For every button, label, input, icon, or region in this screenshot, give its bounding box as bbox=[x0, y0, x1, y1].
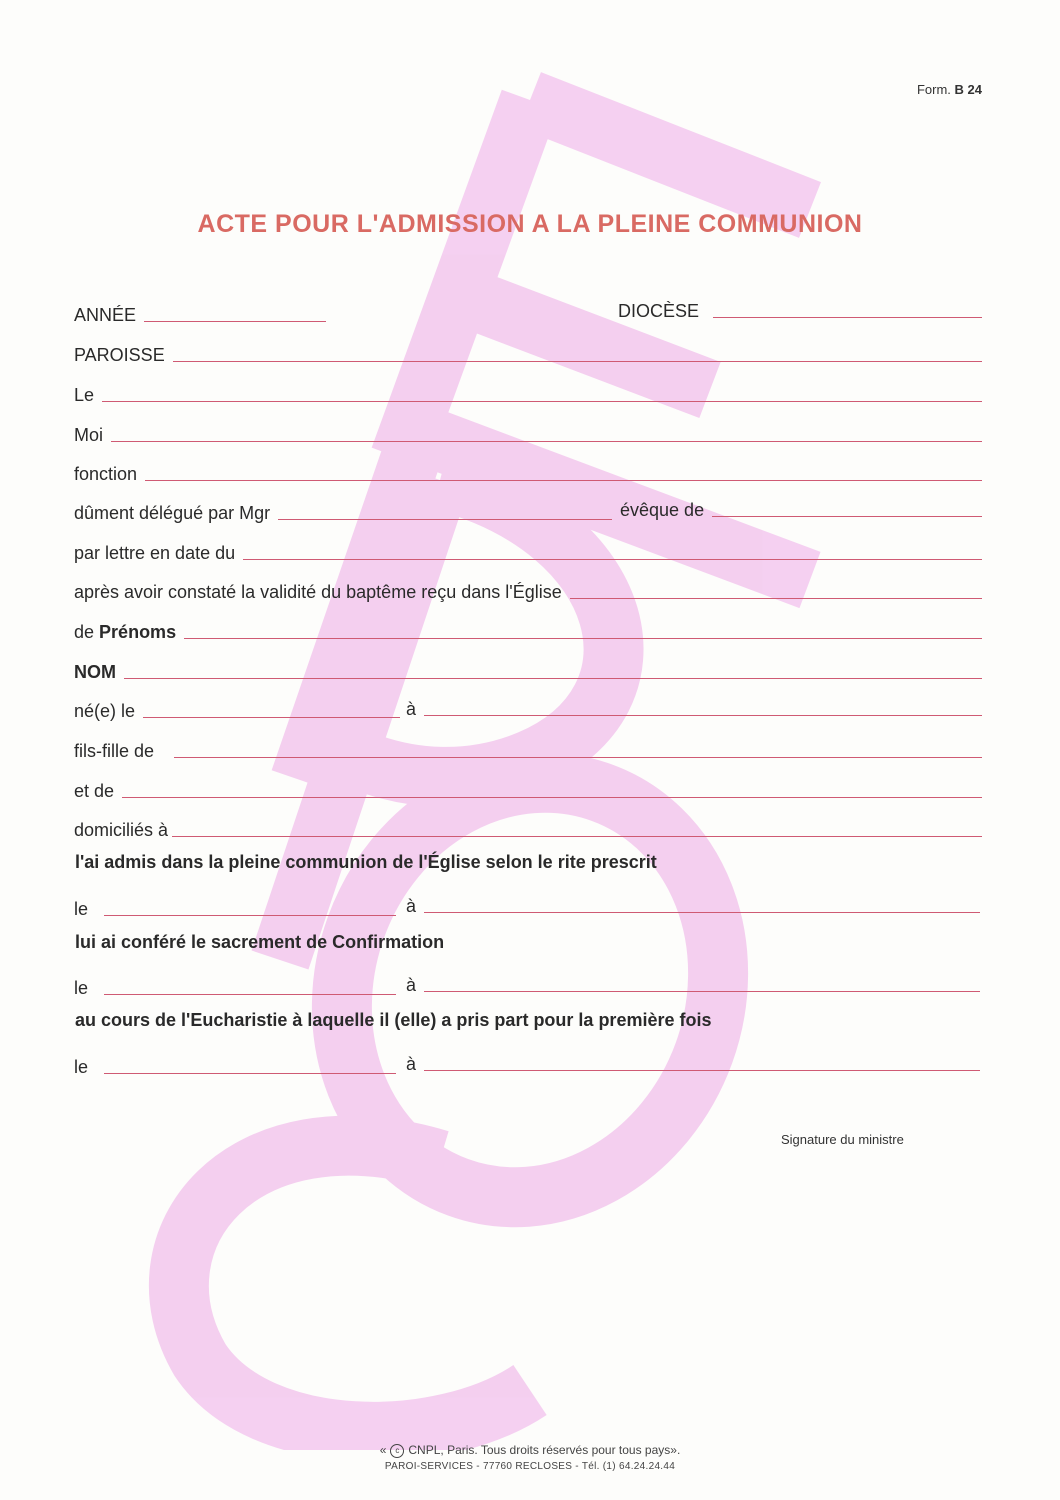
fonction-label: fonction bbox=[74, 464, 138, 484]
paroisse-line[interactable] bbox=[173, 361, 982, 362]
diocese-field[interactable] bbox=[618, 292, 982, 322]
le-line[interactable] bbox=[102, 401, 982, 402]
form-code bbox=[917, 82, 982, 97]
nom-field[interactable] bbox=[74, 653, 982, 683]
admission-a-line[interactable] bbox=[424, 912, 980, 913]
footer-copyright-text: CNPL, Paris. Tous droits réservés pour tous pays bbox=[408, 1443, 671, 1457]
confirmation-a-label: à bbox=[406, 975, 417, 995]
bapteme-field[interactable] bbox=[74, 573, 982, 603]
eucharistie-a-line[interactable] bbox=[424, 1070, 980, 1071]
footer-copyright bbox=[0, 1443, 1060, 1458]
ne-a-line[interactable] bbox=[424, 715, 982, 716]
admission-le-field[interactable] bbox=[74, 890, 396, 920]
bapteme-label: après avoir constaté la validité du baptême reçu dans l'Église bbox=[74, 582, 562, 602]
lettre-field[interactable] bbox=[74, 534, 982, 564]
document-title: ACTE POUR L'ADMISSION A LA PLEINE COMMUNION bbox=[197, 210, 863, 238]
moi-line[interactable] bbox=[111, 441, 982, 442]
prenoms-field[interactable] bbox=[74, 613, 982, 643]
footer bbox=[0, 1443, 1060, 1472]
confirmation-a-line[interactable] bbox=[424, 991, 980, 992]
ne-a-field[interactable] bbox=[406, 690, 982, 720]
form-code-prefix: Form. bbox=[916, 82, 951, 97]
eveque-label: évêque de bbox=[620, 500, 705, 520]
annee-label: ANNÉE bbox=[74, 305, 137, 325]
fils-fille-field[interactable] bbox=[74, 732, 982, 762]
diocese-line[interactable] bbox=[713, 317, 982, 318]
domicilies-field[interactable] bbox=[74, 811, 982, 841]
moi-label: Moi bbox=[74, 425, 104, 445]
et-de-field[interactable] bbox=[74, 772, 982, 802]
confirmation-statement: lui ai conféré le sacrement de Confirmation bbox=[75, 932, 445, 952]
footer-quote-close: ». bbox=[670, 1443, 681, 1457]
ne-le-field[interactable] bbox=[74, 692, 400, 722]
signature-label: Signature du ministre bbox=[781, 1132, 904, 1147]
eucharistie-a-field[interactable] bbox=[406, 1045, 980, 1075]
eucharistie-le-label: le bbox=[74, 1057, 89, 1077]
annee-line[interactable] bbox=[144, 321, 326, 322]
lettre-line[interactable] bbox=[243, 559, 982, 560]
eveque-field[interactable] bbox=[620, 491, 982, 521]
prenoms-label bbox=[74, 621, 184, 643]
form-code-number: B 24 bbox=[954, 82, 982, 97]
eucharistie-statement: au cours de l'Eucharistie à laquelle il (elle) a pris part pour la première fois bbox=[75, 1010, 712, 1030]
eucharistie-le-field[interactable] bbox=[74, 1048, 396, 1078]
moi-field[interactable] bbox=[74, 416, 982, 446]
domicilies-line[interactable] bbox=[172, 836, 982, 837]
diocese-label: DIOCÈSE bbox=[618, 301, 700, 321]
confirmation-le-field[interactable] bbox=[74, 969, 396, 999]
eucharistie-le-line[interactable] bbox=[104, 1073, 396, 1074]
le-label: Le bbox=[74, 385, 95, 405]
confirmation-le-label: le bbox=[74, 978, 89, 998]
eucharistie-a-label: à bbox=[406, 1054, 417, 1074]
paroisse-field[interactable] bbox=[74, 336, 982, 366]
fonction-field[interactable] bbox=[74, 455, 982, 485]
admission-statement: l'ai admis dans la pleine communion de l'Église selon le rite prescrit bbox=[75, 852, 657, 872]
lettre-label: par lettre en date du bbox=[74, 543, 236, 563]
domicilies-label: domiciliés à bbox=[74, 820, 169, 840]
prenoms-word: Prénoms bbox=[99, 622, 177, 642]
confirmation-a-field[interactable] bbox=[406, 966, 980, 996]
et-de-label: et de bbox=[74, 781, 115, 801]
eveque-line[interactable] bbox=[712, 516, 982, 517]
nom-label: NOM bbox=[74, 662, 116, 682]
admission-le-label: le bbox=[74, 899, 89, 919]
fonction-line[interactable] bbox=[145, 480, 982, 481]
prenoms-line[interactable] bbox=[184, 638, 982, 639]
delegue-label: dûment délégué par Mgr bbox=[74, 503, 271, 523]
admission-le-line[interactable] bbox=[104, 915, 396, 916]
prenoms-prefix: de bbox=[74, 622, 95, 642]
admission-a-label: à bbox=[406, 896, 417, 916]
fils-fille-line[interactable] bbox=[174, 757, 982, 758]
paroisse-label: PAROISSE bbox=[74, 345, 165, 365]
delegue-line[interactable] bbox=[278, 519, 612, 520]
fils-fille-label: fils-fille de bbox=[74, 741, 155, 761]
copyright-icon: c bbox=[390, 1444, 404, 1458]
bapteme-line[interactable] bbox=[570, 598, 982, 599]
ne-le-line[interactable] bbox=[143, 717, 400, 718]
delegue-field[interactable] bbox=[74, 494, 612, 524]
ne-a-label: à bbox=[406, 699, 417, 719]
le-field[interactable] bbox=[74, 376, 982, 406]
ne-le-label: né(e) le bbox=[74, 701, 136, 721]
confirmation-le-line[interactable] bbox=[104, 994, 396, 995]
et-de-line[interactable] bbox=[122, 797, 982, 798]
admission-a-field[interactable] bbox=[406, 887, 980, 917]
footer-publisher: PAROI-SERVICES - 77760 RECLOSES - Tél. (1) 64.24.24.44 bbox=[384, 1460, 676, 1472]
footer-quote-open: « bbox=[379, 1443, 387, 1457]
annee-field[interactable] bbox=[74, 296, 326, 326]
nom-line[interactable] bbox=[124, 678, 982, 679]
